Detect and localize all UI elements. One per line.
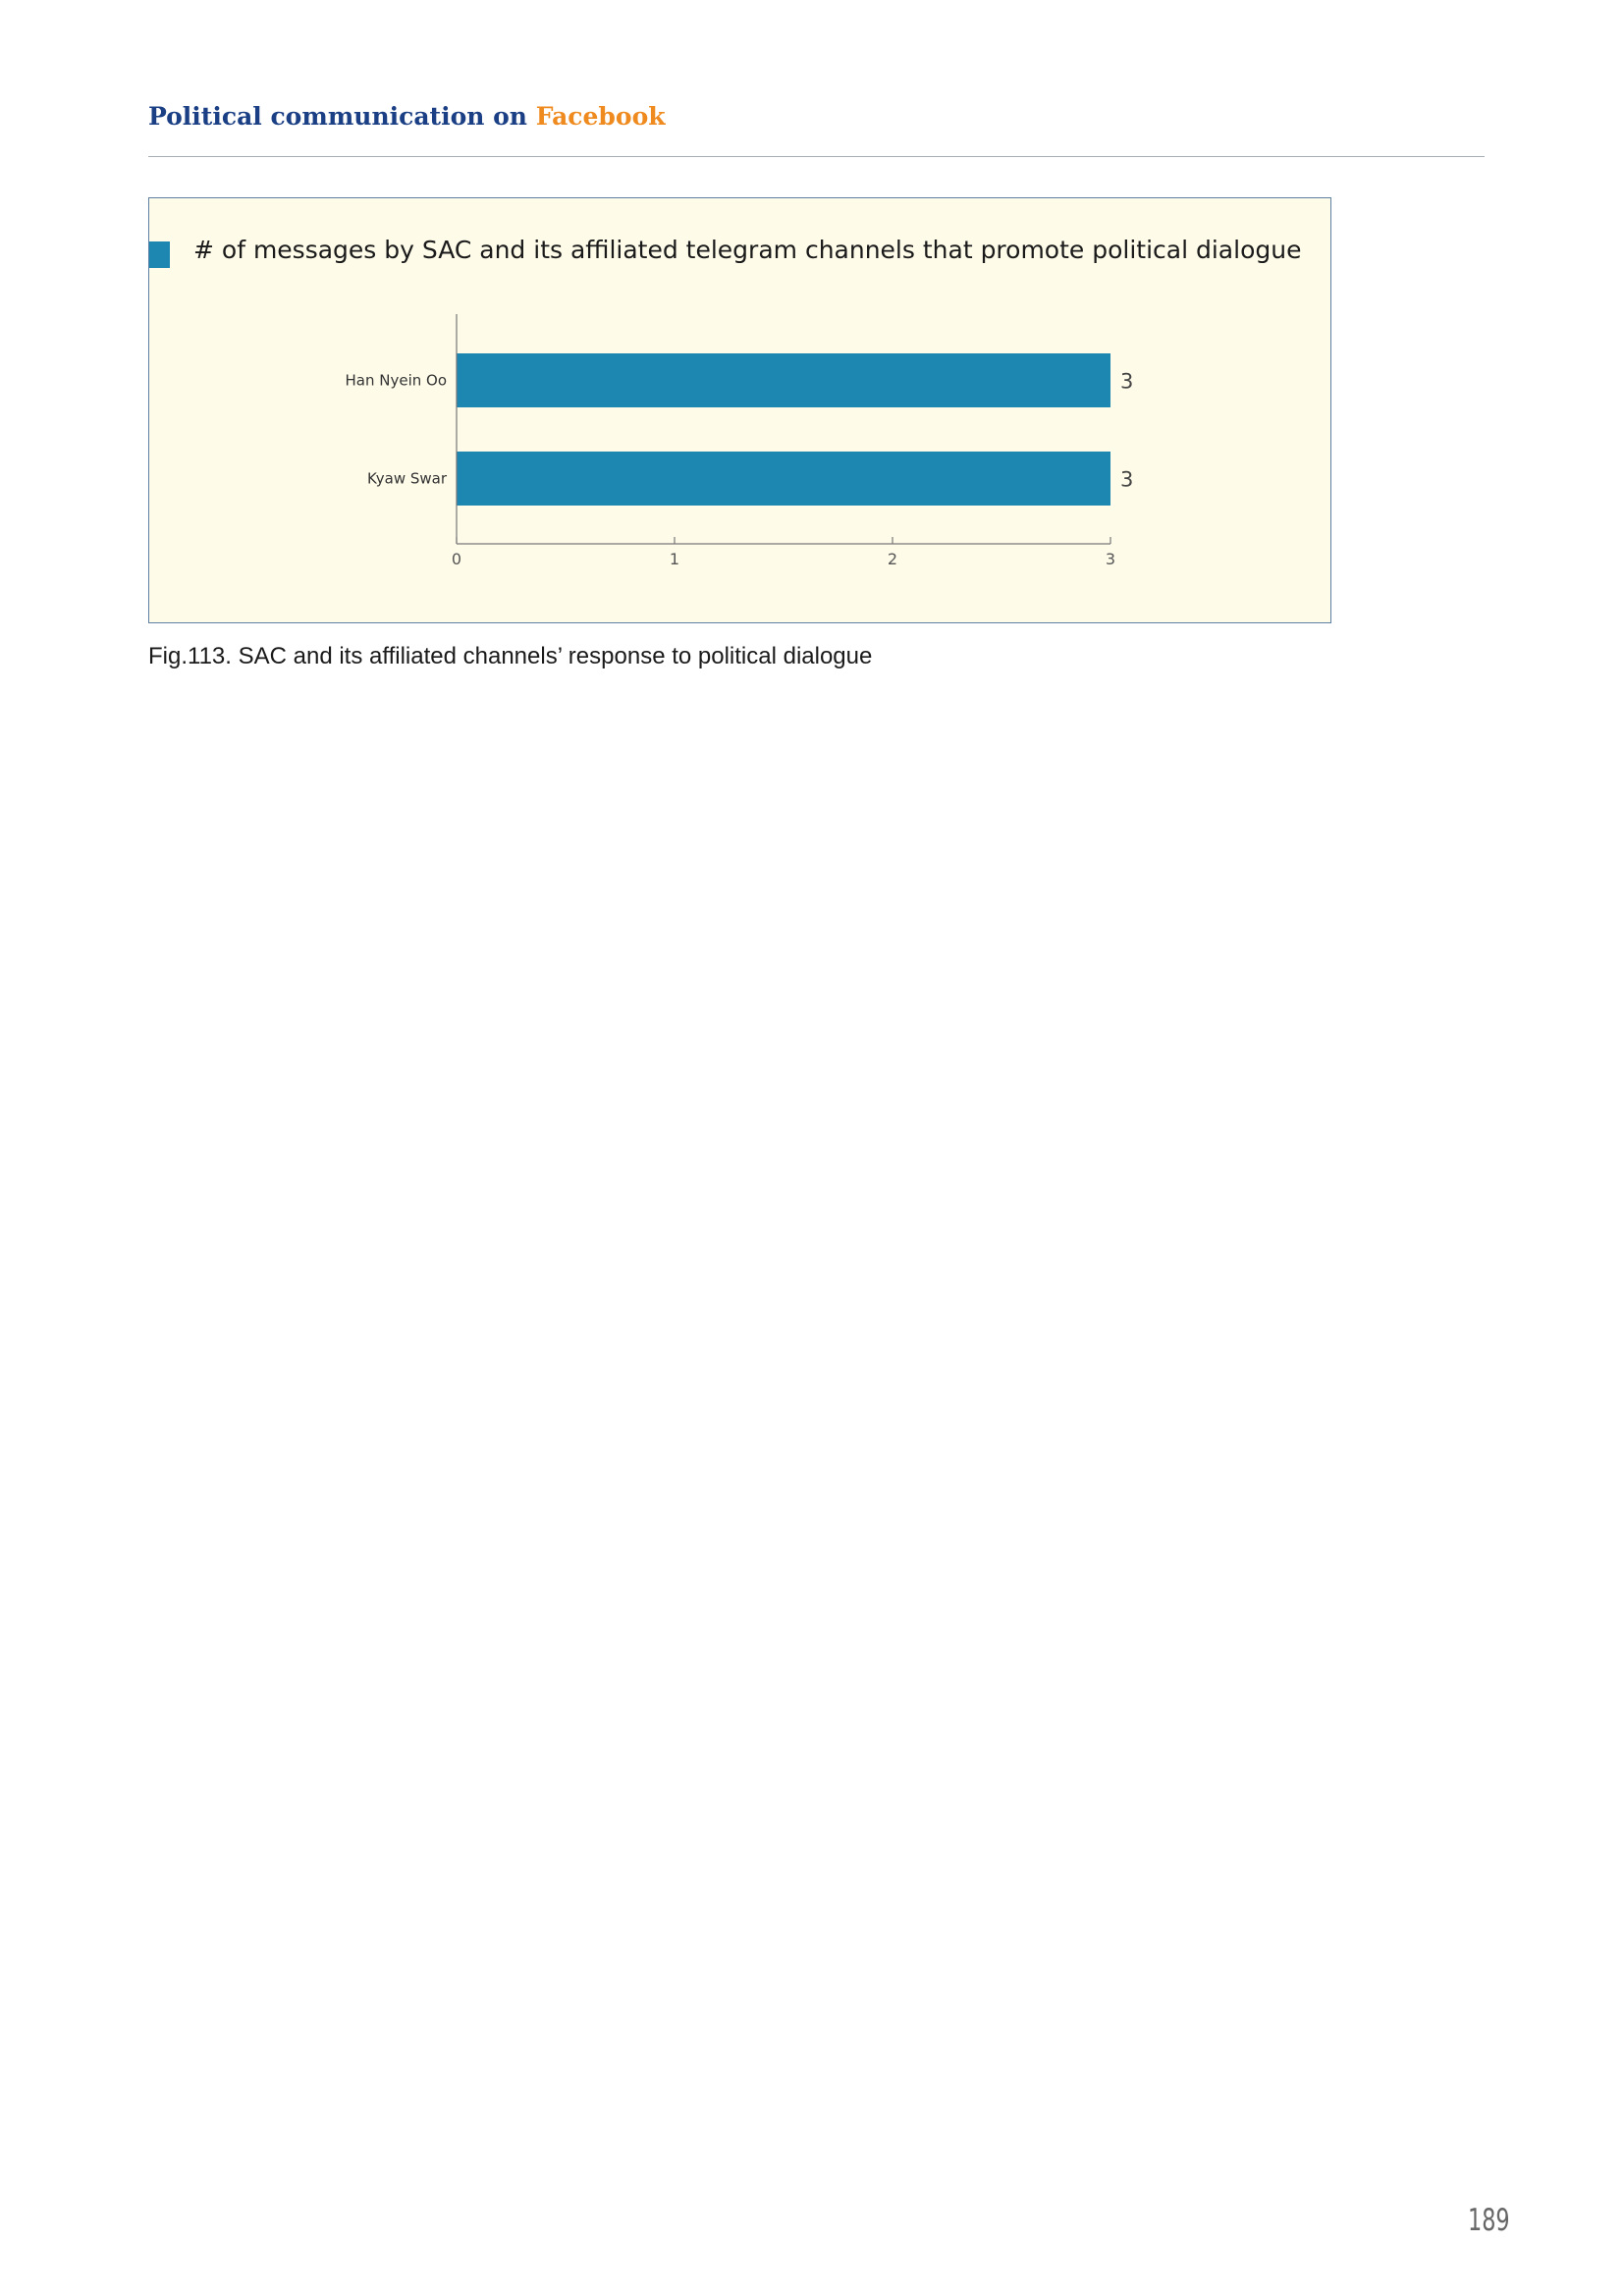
running-header-prefix: Political communication on xyxy=(148,102,536,131)
category-label: Kyaw Swar xyxy=(367,469,447,488)
chart-panel xyxy=(148,197,1331,623)
category-label: Han Nyein Oo xyxy=(345,371,447,390)
chart-title: # of messages by SAC and its affiliated telegram channels that promote political dialogue xyxy=(193,236,1302,264)
data-label: 3 xyxy=(1120,369,1134,394)
bar-chart xyxy=(149,198,1332,624)
x-tick-label: 3 xyxy=(1105,550,1116,568)
bar xyxy=(457,452,1110,506)
running-header xyxy=(148,102,666,131)
x-tick-label: 2 xyxy=(887,550,898,568)
page-number: 189 xyxy=(1468,2203,1510,2238)
figure-caption: Fig.113. SAC and its affiliated channels’ response to political dialogue xyxy=(148,643,873,669)
x-tick-label: 0 xyxy=(451,550,462,568)
data-label: 3 xyxy=(1120,467,1134,492)
running-header-highlight: Facebook xyxy=(535,102,666,131)
bar xyxy=(457,353,1110,407)
header-divider xyxy=(148,156,1485,157)
x-tick-label: 1 xyxy=(669,550,680,568)
